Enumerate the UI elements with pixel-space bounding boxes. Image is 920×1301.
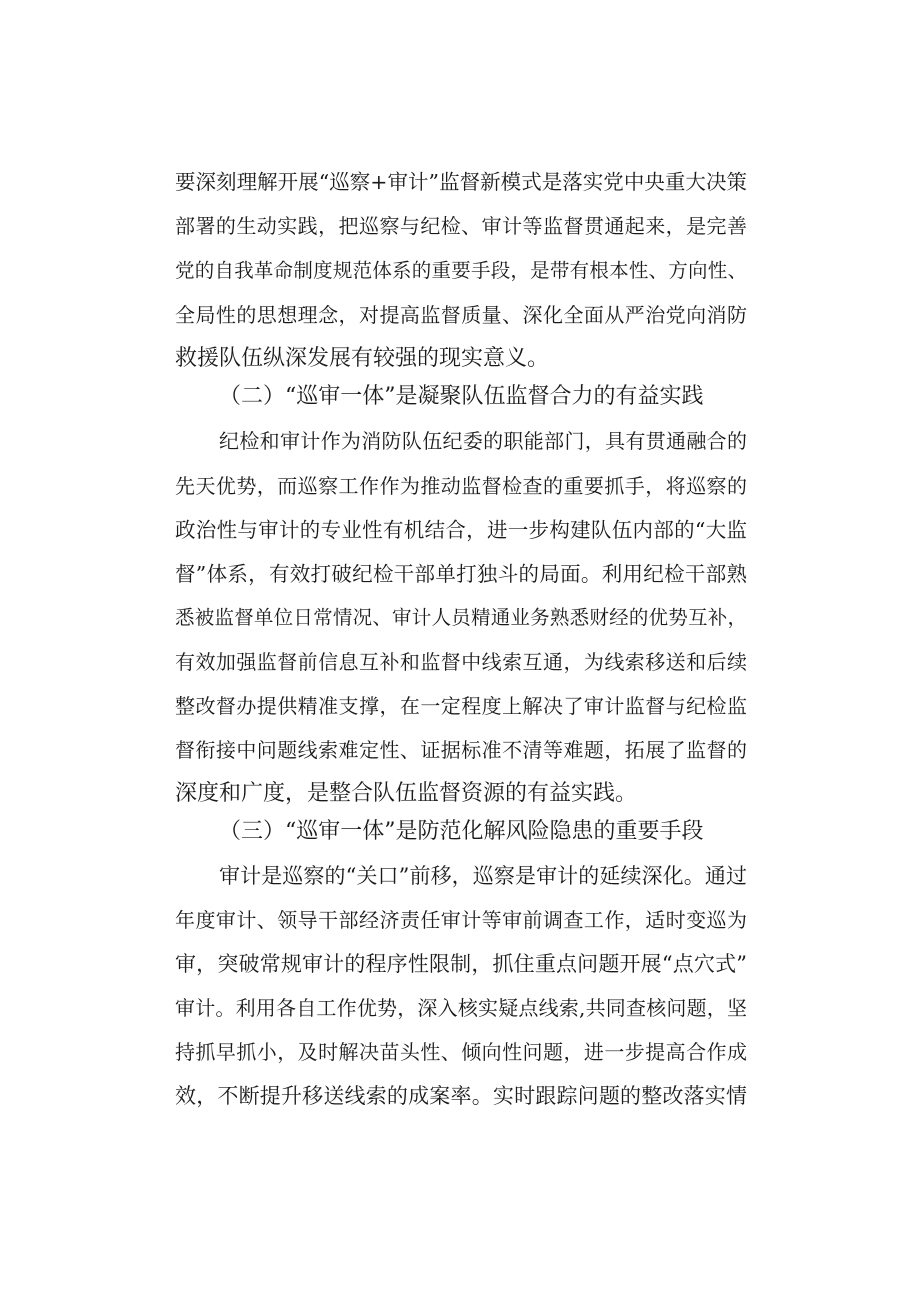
- paragraph-2-line-1: 纪检和审计作为消防队伍纪委的职能部门，具有贯通融合的: [219, 429, 747, 453]
- paragraph-3-line-5: 持抓早抓小，及时解决苗头性、倾向性问题，进一步提高合作成: [175, 1040, 747, 1064]
- paragraph-2-line-7: 整改督办提供精准支撑，在一定程度上解决了审计监督与纪检监: [175, 694, 747, 718]
- paragraph-3-line-2: 年度审计、领导干部经济责任审计等审前调查工作，适时变巡为: [175, 908, 747, 932]
- paragraph-2-line-4: 督”体系，有效打破纪检干部单打独斗的局面。利用纪检干部熟: [175, 562, 747, 586]
- paragraph-3-line-6: 效，不断提升移送线索的成案率。实时跟踪问题的整改落实情: [175, 1084, 747, 1108]
- paragraph-2-line-2: 先天优势，而巡察工作作为推动监督检查的重要抓手，将巡察的: [175, 474, 747, 498]
- paragraph-1-line-3: 党的自我革命制度规范体系的重要手段，是带有根本性、方向性、: [175, 259, 747, 282]
- paragraph-1-line-4: 全局性的思想理念，对提高监督质量、深化全面从严治党向消防: [175, 303, 747, 327]
- paragraph-3-line-4: 审计。利用各自工作优势，深入核实疑点线索,共同查核问题，坚: [175, 996, 747, 1020]
- paragraph-2-line-3: 政治性与审计的专业性有机结合，进一步构建队伍内部的“大监: [175, 518, 747, 542]
- paragraph-2-line-9: 深度和广度，是整合队伍监督资源的有益实践。: [175, 781, 638, 806]
- section-heading-2: （二）“巡审一体”是凝聚队伍监督合力的有益实践: [219, 384, 704, 409]
- paragraph-1-line-2: 部署的生动实践，把巡察与纪检、审计等监督贯通起来，是完善: [175, 214, 747, 238]
- paragraph-2-line-6: 有效加强监督前信息互补和监督中线索互通，为线索移送和后续: [175, 650, 747, 674]
- paragraph-3-line-1: 审计是巡察的“关口”前移，巡察是审计的延续深化。通过: [219, 864, 747, 888]
- paragraph-1-line-1: 要深刻理解开展“巡察+审计”监督新模式是落实党中央重大决策: [175, 170, 747, 194]
- section-heading-3: （三）“巡审一体”是防范化解风险隐患的重要手段: [219, 819, 704, 844]
- paragraph-2-line-8: 督衔接中问题线索难定性、证据标准不清等难题，拓展了监督的: [175, 738, 747, 762]
- paragraph-3-line-3: 审，突破常规审计的程序性限制，抓住重点问题开展“点穴式”: [175, 952, 747, 976]
- paragraph-1-line-5: 救援队伍纵深发展有较强的现实意义。: [175, 346, 550, 371]
- paragraph-2-line-5: 悉被监督单位日常情况、审计人员精通业务熟悉财经的优势互补，: [175, 606, 747, 629]
